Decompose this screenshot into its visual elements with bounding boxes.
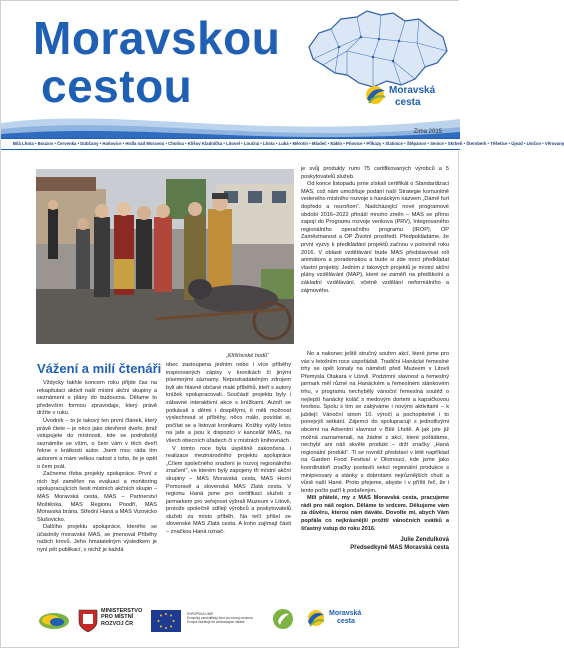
column-2	[166, 362, 291, 537]
masthead-title-line2: cestou	[41, 60, 193, 112]
masthead-title-line1: Moravskou	[33, 12, 281, 64]
ministry-emblem-icon	[77, 608, 99, 634]
footer-logo-text	[329, 610, 361, 626]
leader-logo-icon	[37, 610, 71, 632]
column-3	[301, 351, 449, 552]
paragraph: je svůj produkty rumi 75 certifikovaných výrobců a 5 poskytovatelů služeb.	[301, 166, 449, 180]
municipalities-strip	[1, 138, 564, 150]
logo-text-line1: Moravská	[389, 85, 436, 96]
right-column-top	[301, 166, 449, 295]
paragraph: V tomto roce byla úspěšně zakončena i realizace mezinárodního projektu spolupráce „Cílem společného snažení je rozvoj regionálního značení“, ve kterém byly zapojeny tři místní akční skupiny – MAS Moravská cesta, MAS Horní Pomoravě a slovenská MAS Zlatá cesta. V regionu Haná jsme pro certifikaci služeb z jarmarkem pro veřejnost vybrali Muzeum v Litovli, protože společně sdílejí výrobců a poskytovatelů služeb za místo příběh. Na tečí přišel ze slovenské MAS Zlatá cesta. A koho zajímají části – značkou Haná označ-	[166, 445, 291, 536]
paragraph: Vždycky takhle koncem roku přijde čas na rekapitulaci aktivit naší místní akční skupiny a seznámení s plány do budoucna. Dělame to především formou zpravodaje, který právě držíte v ruku.	[37, 380, 157, 417]
eu-flag-icon	[151, 610, 181, 632]
footer-logo-line2: cesta	[337, 618, 355, 625]
footer-logo-line1: Moravská	[329, 610, 362, 617]
photo-illustration	[36, 169, 294, 344]
paragraph: No a nakonec ještě stručný souhrn akcí, které jsme pro vás v letošním roce uspořádali. Tradiční Hanácké řemeslné trhy se opět konaly na náměstí před Muzeem v Litovli Přemysla Otakara v Litovli. Podzimní slavnost a řemeslný jarmark měl různé na Hanáckém a řemeslném stánkovém trhu, v programu nechyběly vánoční řemeslná soutěž o nejlepší hanácký koláč s medovým dortem a kapsičkovou tvorbou. Spolu s tím se zabýváme i novými aktivitami – k jubilejí: Vánoční strom 10. výročí a pochopitelně i to ponejvýš setkání. Zájemci do spolupracují s jednotlivými obcemi na Adventní slavnost v Bílé Lhotě. A jak jste již možná zaznamenali, na žádné z akcí, které pořádáme, nechybí ani náš skvělé produkt – drží značky „Haná regionální produkt“. Ti se rovněž představí v létě například na Garden Food Festival v Olomouci, kde jsme jako koordinátoři značky postavili sekci regionální produkce s minipivovary a stánky s dobrotami nejrůznějších chutí a vůně naší Hané. Proto přejeme, abyste i v příští řeč, že i tento počin patří k podařeným.	[301, 351, 449, 494]
paragraph: Úvodník – to je takový ten první článek, který právě čtete – je něco jako otevřené dveře, jimiž vstupujete do místnosti, kde se podrobněji seznámíte se vším, o čem vám v těch dveří řekne v krátkosti autor. Jsem moc ráda tím autorem a mám velkou radost z toho, že je opět o čem psát.	[37, 417, 157, 470]
ministry-text	[101, 608, 142, 627]
eu-line1: EVROPSKÁ UNIE	[187, 612, 214, 616]
closing-paragraph: Milí přátelé, my z MAS Moravská cesta, pracujeme rádi pro náš region. Děláme to srdcem. Děkujeme vám za důvěru, kterou nám dáváte. Dovolte mi, abych Vám popřála co nejkrásnější prožití vánočních svátků a šťastný vstup do roku 2016.	[301, 495, 449, 532]
issue-season: Zima 2015	[413, 129, 442, 135]
eu-line3: Evropa investuje do venkovských oblastí	[187, 620, 245, 624]
signature-name: Julie Zendulková	[400, 537, 449, 544]
eu-line2: Evropský zemědělský fond pro rozvoj venkova	[187, 616, 253, 620]
paragraph: Dalšího projektu spolupráce, kterého se účastnily moravské MAS, se jmenoval Příběhy našich krovů. Jeho hmatatelným výsledkem je nyní pět publikací, v nichž je každá	[37, 524, 157, 554]
paragraph: Od konce listopadu jsme získali certifikát o Standardizaci MAS, což nám umožňuje podání naší Strategie komunitně vedeného místního rozvoje s hanáckým názvem „Dámě furt dopředo a nezoňom“. Nadcházející nové programové období 2016–2022 přináší mnoho změn – MAS se přímo zapojí do Programu rozvoje venkova (PRV), Integrovaného regionálního operačního programu (IROP), OP Zaměstnanost a OP Životní prostředí. Předpokládáme, že první výzvy k předkládání projektů začnou v polovině roku 2016. V oblasti vzdělávání bude MAS představovat roli animátora a poradenskou a bude si zde moci předkládat vlastní projekty. Jedním z takových projektů je místní akční plány vzdělávání (MAP), které se zaměří na předškolní a základní vzdělávání, včetně vzdělání neformálního a zájmového.	[301, 181, 449, 294]
footer-logos	[37, 604, 437, 642]
photo-caption: „Klíšťovské hodů“	[226, 353, 269, 359]
signature-role: Předsedkyně MAS Moravská cesta	[350, 545, 449, 552]
column-1	[37, 380, 157, 555]
eu-funding-text	[187, 612, 267, 624]
municipalities-list: Bílá Lhota • Bouzov • Červenka • Dubčany • Haňovice • Hrdla nad Moravou • Cholina • Klíšov Kladníčka • Litovel • Loučná • Lhota • Luká • Měrotín • Mladeč • Náklo • Pňovice • Příkazy • Slatinice • Štěpánov • Senice • Skrbeň • Šternberk • Těšetice • Újezd • Uničov • Věrovany	[13, 141, 564, 146]
event-photo	[36, 169, 294, 344]
ministry-line1: MINISTERSTVO	[101, 608, 143, 614]
logo-text-line2: cesta	[395, 96, 421, 108]
program-leaf-icon	[272, 608, 294, 630]
article-heading: Vážení a milí čtenáři	[37, 361, 162, 376]
ministry-line2: PRO MÍSTNÍ	[101, 614, 134, 621]
masthead-logo-text	[389, 85, 435, 108]
moravska-cesta-footer-logo	[305, 607, 327, 631]
paragraph: obec zastoupena jedním nebo i více příběhy inspirovaných zápisy v kronikách či jinými písemnými záznamy. Nepostradatelným zdrojem byli ale hlavně občané malé příběhů, kteří s autory knížek spolupracovali. Součástí projektu byly i zábavné interaktivní akce s knížkami. Autoři se potkávali s dětmi i dospělými, ti měli možnost vyslechnout si příběhy, něco málo, povídat si, počítat se a listovat kronikami. Knížky vyšly letos na jaře a jsou k dispozici v kancelář MAS, na všech obecních úřadech či v místních knihovnách.	[166, 362, 291, 444]
ministry-line3: ROZVOJ ČR	[101, 620, 134, 627]
masthead	[1, 1, 564, 151]
paragraph: Začneme třeba projekty spolupráce. První z nich byl zaměřen na evaluaci a monitoring spolupracujících šesti místních akčních skupin – MAS Moravská cesta, MAS – Partnerství Moštěnka, MAS Regionu Poodří, MAS Moravská brána, Střední Haná a MAS Vizovicko Slušovicko.	[37, 471, 157, 523]
